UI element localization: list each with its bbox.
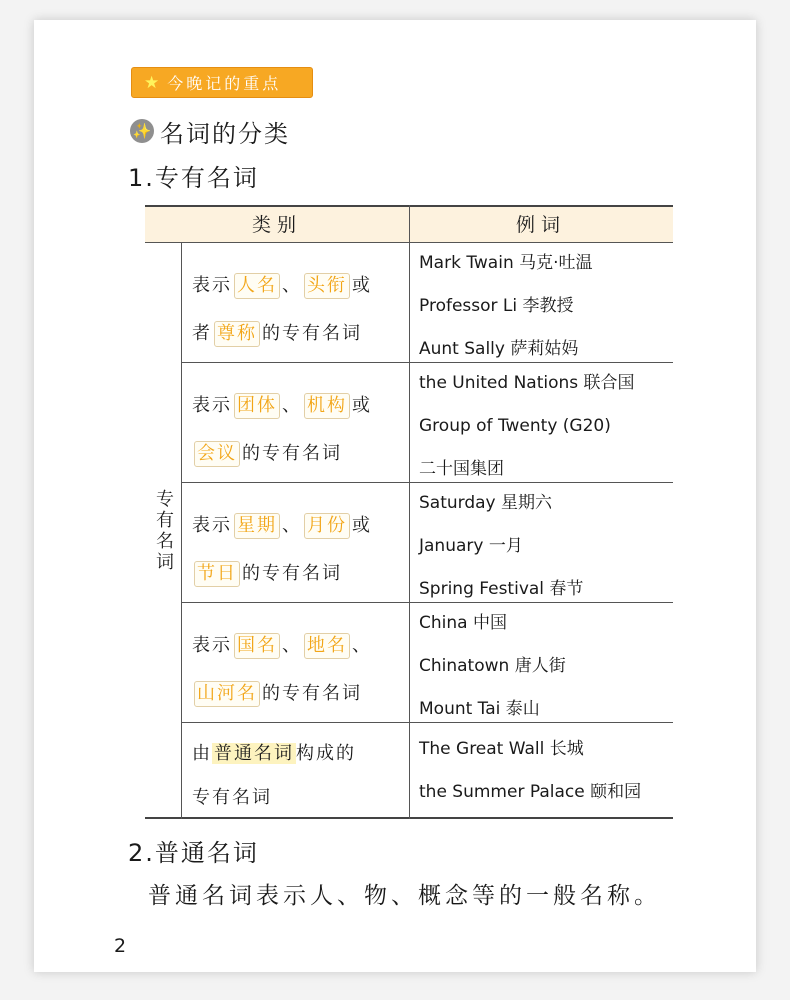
table-rule [181, 722, 673, 723]
keyword: 星期 [234, 513, 280, 539]
keyword: 尊称 [214, 321, 260, 347]
group-label: 专有名词 [153, 488, 174, 573]
category-cell-4: 表示 国名 、 地名 、 山河名 的专有名词 [182, 602, 409, 722]
example-text: Aunt Sally 萨莉姑妈 [419, 339, 579, 359]
subsection-title-common-nouns: 2.普通名词 [128, 839, 259, 867]
proper-noun-table [145, 205, 673, 819]
example-text: the United Nations 联合国 [419, 373, 635, 393]
section-title [130, 113, 290, 149]
highlight-text: 普通名词 [214, 743, 294, 764]
keyword: 机构 [304, 393, 350, 419]
example-text: Mark Twain 马克·吐温 [419, 253, 593, 273]
example-text: Chinatown 唐人街 [419, 656, 566, 676]
banner-title: 今晚记的重点 [167, 74, 282, 93]
stars-badge-icon: ✨ [130, 119, 154, 143]
page-number: 2 [114, 935, 127, 957]
keyword: 头衔 [304, 273, 350, 299]
definition-paragraph: 普通名词表示人、物、概念等的一般名称。 [148, 883, 661, 909]
table-rule [181, 362, 673, 363]
examples-cell-3 [419, 482, 673, 602]
examples-cell-5 [419, 722, 673, 819]
keyword: 会议 [194, 441, 240, 467]
examples-cell-2 [419, 362, 673, 482]
example-text: Mount Tai 泰山 [419, 699, 540, 719]
keyword: 节日 [194, 561, 240, 587]
example-text: China 中国 [419, 613, 507, 633]
keyword: 月份 [304, 513, 350, 539]
header-examples: 例词 [515, 214, 566, 236]
key-points-banner [131, 67, 313, 98]
example-text: January 一月 [419, 536, 523, 556]
example-text: Professor Li 李教授 [419, 296, 574, 316]
examples-cell-4 [419, 602, 673, 722]
example-text: Group of Twenty (G20) [419, 416, 611, 436]
keyword: 人名 [234, 273, 280, 299]
example-text: The Great Wall 长城 [419, 739, 584, 759]
table-rule [181, 602, 673, 603]
table-rule [181, 242, 182, 819]
subsection-title-proper-nouns: 1.专有名词 [128, 164, 259, 192]
table-rule [409, 205, 410, 819]
category-cell-2: 表示 团体 、 机构 或 会议 的专有名词 [182, 362, 409, 482]
example-text: Spring Festival 春节 [419, 579, 584, 599]
keyword: 山河名 [194, 681, 260, 707]
example-text: the Summer Palace 颐和园 [419, 782, 642, 802]
section-title-text: 名词的分类 [160, 119, 290, 148]
examples-cell-1 [419, 242, 673, 362]
table-rule [181, 482, 673, 483]
star-icon: ★ [144, 72, 160, 93]
keyword: 地名 [304, 633, 350, 659]
category-cell-5: 由 普通名词 构成的 专有名词 [192, 743, 356, 808]
example-text: Saturday 星期六 [419, 493, 553, 513]
keyword: 国名 [234, 633, 280, 659]
example-text: 二十国集团 [419, 459, 504, 479]
category-cell-1: 表示 人名 、 头衔 或 者 尊称 的专有名词 [182, 242, 409, 362]
header-category: 类别 [251, 214, 302, 236]
category-cell-3: 表示 星期 、 月份 或 节日 的专有名词 [182, 482, 409, 602]
keyword: 团体 [234, 393, 280, 419]
